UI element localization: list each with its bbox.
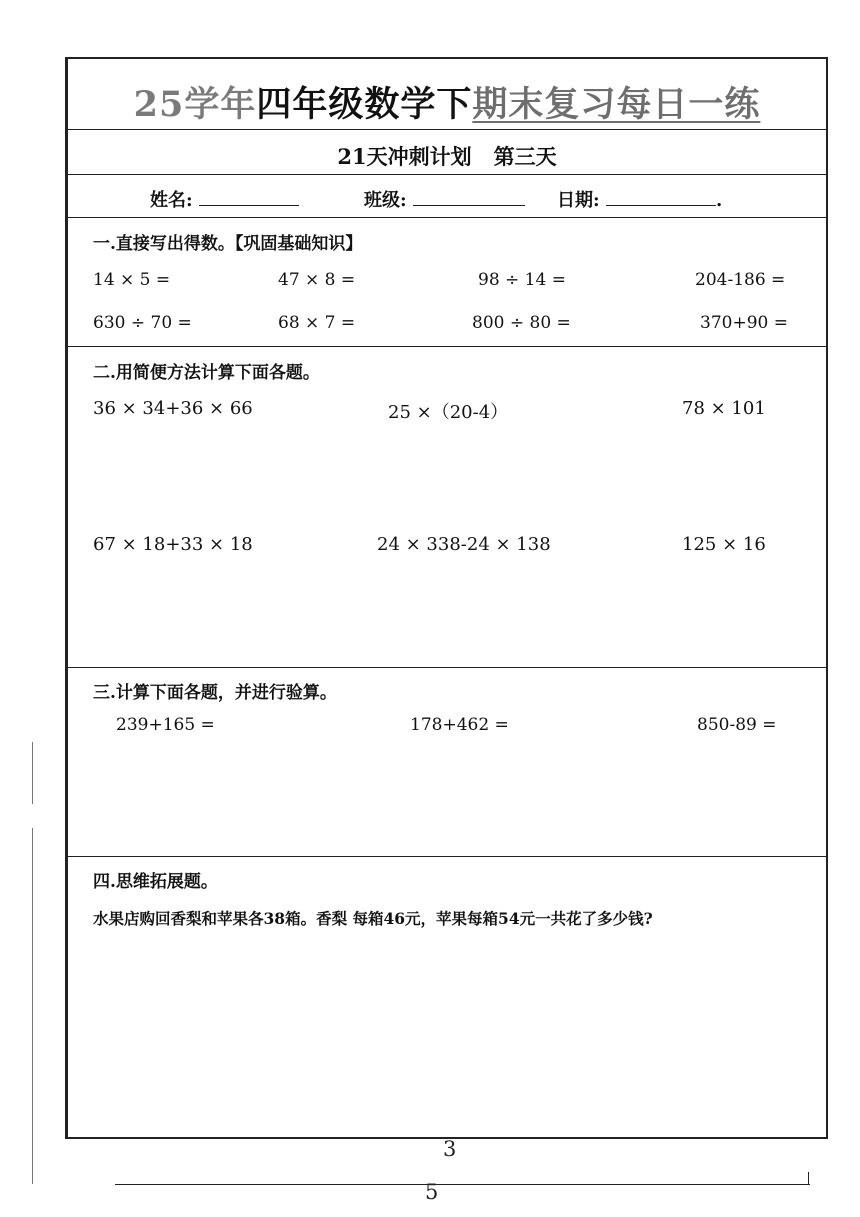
name-field: [150, 186, 299, 212]
divider: [68, 346, 826, 347]
simplify-item: 125 × 16: [682, 534, 766, 555]
class-field: [364, 186, 525, 212]
oral-item: 47 × 8 =: [278, 270, 356, 290]
oral-item: 370+90 =: [700, 313, 788, 333]
divider: [68, 174, 826, 175]
oral-item: 630 ÷ 70 =: [93, 313, 192, 333]
oral-item: 800 ÷ 80 =: [472, 313, 571, 333]
simplify-item: 36 × 34+36 × 66: [93, 398, 253, 419]
section3-heading: 三.计算下面各题，并进行验算。: [93, 683, 337, 703]
verify-item: 850-89 =: [697, 715, 777, 735]
class-label: 班级:: [364, 190, 407, 211]
simplify-item: 25 ×（20-4）: [388, 402, 509, 423]
word-problem: 水果店购回香梨和苹果各38箱。香梨 每箱46元，苹果每箱54元一共花了多少钱?: [93, 909, 653, 928]
date-blank[interactable]: [606, 191, 716, 206]
simplify-item: 67 × 18+33 × 18: [93, 534, 253, 555]
date-field: [557, 186, 722, 212]
simplify-item: 24 × 338-24 × 138: [377, 534, 551, 555]
bottom-rule-tick: [808, 1172, 809, 1185]
worksheet-frame: [65, 57, 828, 1139]
title-review: 期末复习每日一练: [472, 84, 761, 125]
page-number-top: 3: [443, 1137, 457, 1161]
divider: [68, 129, 826, 130]
margin-line: [32, 742, 33, 804]
title-year: 25学年: [133, 84, 257, 125]
verify-item: 239+165 =: [116, 715, 215, 735]
name-label: 姓名:: [150, 190, 193, 211]
oral-item: 98 ÷ 14 =: [478, 270, 566, 290]
bottom-rule: [115, 1184, 810, 1185]
section4-heading: 四.思维拓展题。: [93, 872, 218, 892]
section1-heading: 一.直接写出得数。【巩固基础知识】: [93, 234, 363, 254]
simplify-item: 78 × 101: [682, 398, 766, 419]
verify-item: 178+462 =: [410, 715, 509, 735]
margin-line: [32, 828, 33, 1184]
oral-item: 68 × 7 =: [278, 313, 356, 333]
oral-item: 14 × 5 =: [93, 270, 171, 290]
class-blank[interactable]: [413, 191, 525, 206]
date-label: 日期:: [557, 190, 600, 211]
worksheet-subtitle: 21天冲刺计划 第三天: [337, 144, 557, 169]
divider: [68, 856, 826, 857]
section2-heading: 二.用简便方法计算下面各题。: [93, 363, 320, 383]
divider: [68, 667, 826, 668]
page-number-bottom: 5: [425, 1180, 439, 1204]
title-grade: 四年级数学下: [256, 84, 473, 125]
divider: [68, 217, 826, 218]
date-end-mark: .: [715, 190, 723, 211]
worksheet-title: [68, 77, 826, 127]
oral-item: 204-186 =: [695, 270, 786, 290]
name-blank[interactable]: [199, 191, 299, 206]
